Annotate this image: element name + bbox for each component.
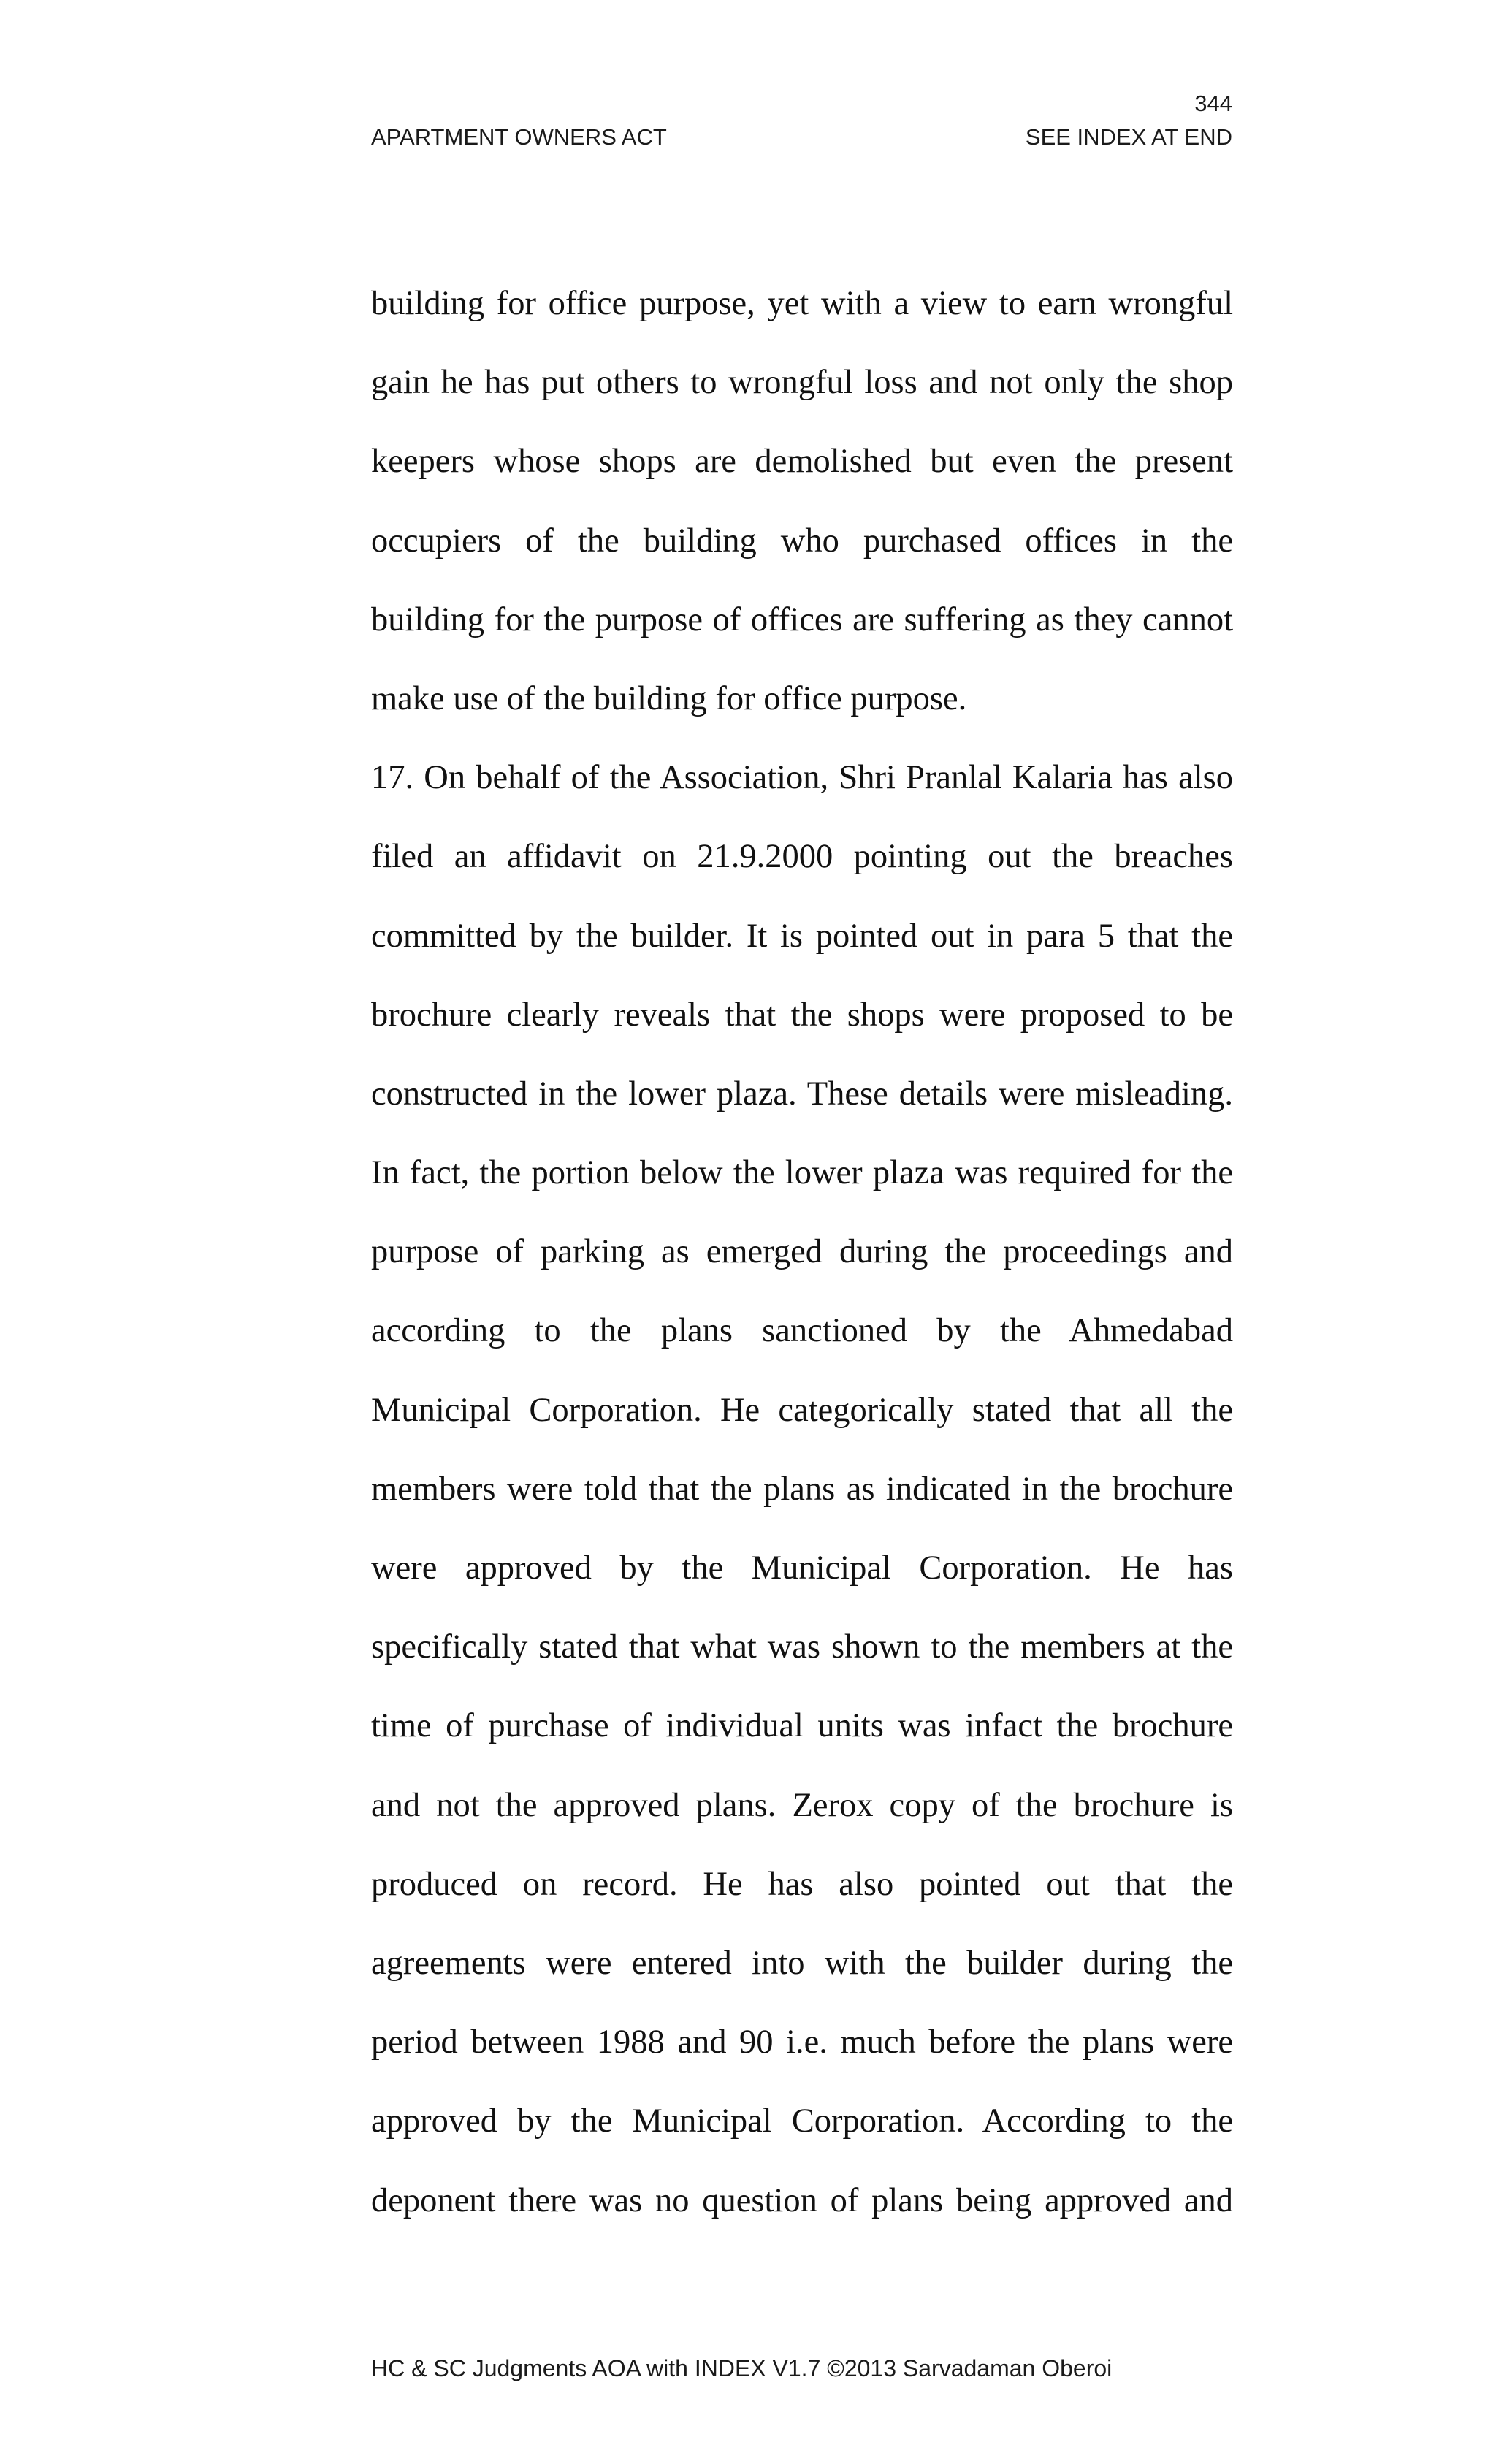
- body-line: filed an affidavit on 21.9.2000 pointing out the breaches: [371, 838, 1233, 876]
- body-line: 17. On behalf of the Association, Shri Pranlal Kalaria has also: [371, 759, 1233, 797]
- body-text: [371, 264, 1233, 2240]
- page-footer: HC & SC Judgments AOA with INDEX V1.7 ©2013 Sarvadaman Oberoi: [371, 2355, 1113, 2381]
- body-line: agreements were entered into with the builder during the: [371, 1944, 1233, 1982]
- body-line: according to the plans sanctioned by the Ahmedabad: [371, 1312, 1233, 1350]
- body-line: were approved by the Municipal Corporation. He has: [371, 1549, 1233, 1587]
- body-line: In fact, the portion below the lower plaza was required for the: [371, 1154, 1233, 1192]
- body-line: produced on record. He has also pointed out that the: [371, 1865, 1233, 1903]
- body-line: time of purchase of individual units was infact the brochure: [371, 1707, 1233, 1745]
- body-line: Municipal Corporation. He categorically stated that all the: [371, 1391, 1233, 1429]
- body-line: committed by the builder. It is pointed out in para 5 that the: [371, 917, 1233, 955]
- body-line: approved by the Municipal Corporation. According to the: [371, 2102, 1233, 2140]
- running-header-left: APARTMENT OWNERS ACT: [371, 124, 667, 150]
- body-line: and not the approved plans. Zerox copy of the brochure is: [371, 1786, 1233, 1824]
- body-line: gain he has put others to wrongful loss and not only the shop: [371, 364, 1233, 402]
- body-line: constructed in the lower plaza. These details were misleading.: [371, 1075, 1233, 1113]
- body-line: specifically stated that what was shown to the members at the: [371, 1628, 1233, 1666]
- body-line: occupiers of the building who purchased offices in the: [371, 522, 1233, 560]
- body-line: purpose of parking as emerged during the proceedings and: [371, 1233, 1233, 1271]
- body-line: building for the purpose of offices are suffering as they cannot: [371, 600, 1233, 638]
- body-line: make use of the building for office purpose.: [371, 679, 967, 717]
- body-line: keepers whose shops are demolished but even the present: [371, 443, 1233, 481]
- page-number: 344: [1194, 91, 1232, 116]
- body-line: deponent there was no question of plans being approved and: [371, 2181, 1233, 2219]
- body-line: period between 1988 and 90 i.e. much before the plans were: [371, 2024, 1233, 2061]
- body-line: building for office purpose, yet with a view to earn wrongful: [371, 285, 1233, 322]
- body-line: brochure clearly reveals that the shops were proposed to be: [371, 996, 1233, 1034]
- body-line: members were told that the plans as indicated in the brochure: [371, 1470, 1233, 1508]
- running-header-right: SEE INDEX AT END: [1025, 124, 1232, 150]
